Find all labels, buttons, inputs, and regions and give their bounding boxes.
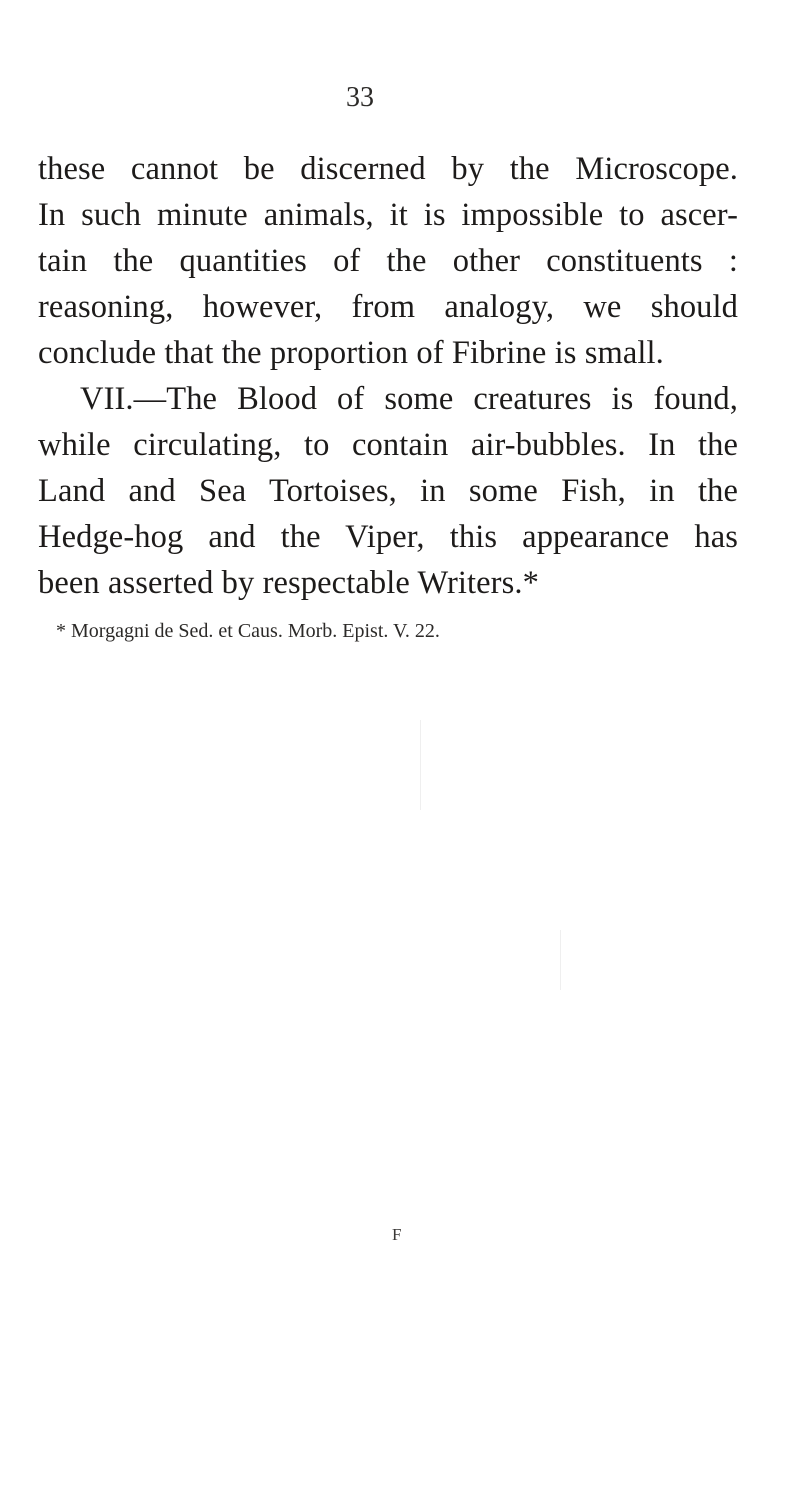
text-line: Land and Sea Tortoises, in some Fish, in the: [38, 473, 738, 509]
text-line: Hedge-hog and the Viper, this appearance has: [38, 519, 738, 555]
text-line: reasoning, however, from analogy, we should: [38, 289, 738, 325]
text-line: these cannot be discerned by the Microscope.: [38, 151, 738, 187]
page-number: 33: [346, 82, 374, 113]
text-line: while circulating, to contain air-bubbles. In the: [38, 427, 738, 463]
body-text: [38, 146, 738, 606]
text-line: tain the quantities of the other constituents :: [38, 243, 738, 279]
text-line: conclude that the proportion of Fibrine is small.: [38, 335, 664, 371]
text-line: been asserted by respectable Writers.*: [38, 565, 539, 601]
bleed-through-mark: [560, 930, 561, 990]
text-line: In such minute animals, it is impossible to ascer-: [38, 197, 738, 233]
section-heading-line: VII.—The Blood of some creatures is found,: [80, 381, 738, 417]
bleed-through-mark: [420, 720, 421, 810]
signature-mark: F: [392, 1225, 402, 1244]
footnote: * Morgagni de Sed. et Caus. Morb. Epist. V. 22.: [56, 620, 440, 642]
